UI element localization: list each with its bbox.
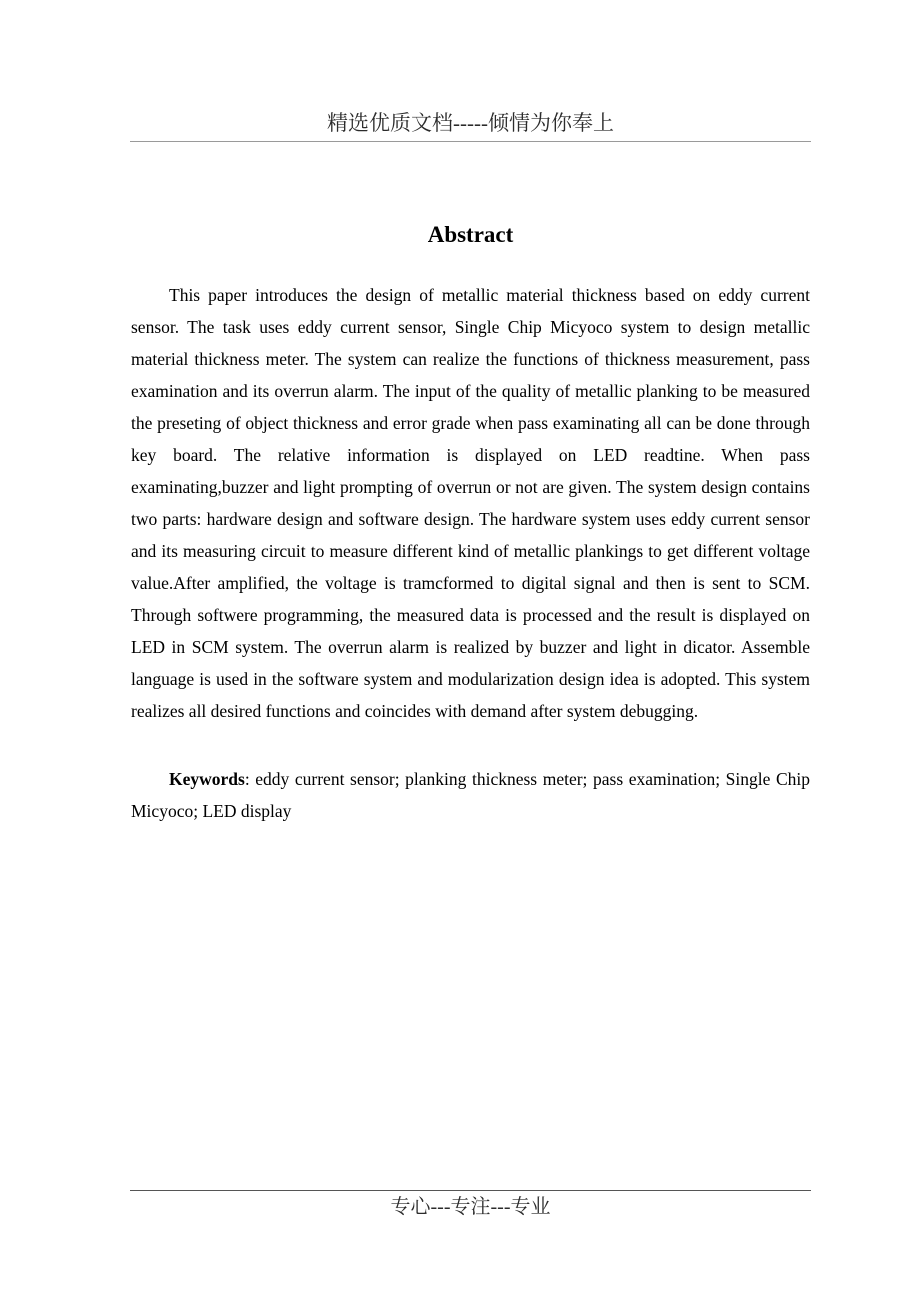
header-divider (130, 141, 811, 142)
keywords-paragraph (131, 763, 810, 827)
abstract-body: This paper introduces the design of metallic material thickness based on eddy current sensor. The task uses eddy current sensor, Single Chip Micyoco system to design metallic material thickness meter. The system can realize the functions of thickness measurement, pass examination and its overrun alarm. The input of the quality of metallic planking to be measured the preseting of object thickness and error grade when pass examinating all can be done through key board. The relative information is displayed on LED readtine. When pass examinating,buzzer and light prompting of overrun or not are given. The system design contains two parts: hardware design and software design. The hardware system uses eddy current sensor and its measuring circuit to measure different kind of metallic plankings to get different voltage value.After amplified, the voltage is tramcformed to digital signal and then is sent to SCM. Through softwere programming, the measured data is processed and the result is displayed on LED in SCM system. The overrun alarm is realized by buzzer and light in dicator. Assemble language is used in the software system and modularization design idea is adopted. This system realizes all desired functions and coincides with demand after system debugging. (131, 285, 810, 721)
page-header: 精选优质文档-----倾情为你奉上 (327, 111, 614, 135)
footer-divider (130, 1190, 811, 1191)
keywords-label: Keywords (169, 769, 245, 789)
keywords-text: : eddy current sensor; planking thickness meter; pass examination; Single Chip Micyoco; LED display (131, 769, 810, 821)
page-footer: 专心---专注---专业 (390, 1196, 551, 1218)
abstract-title: Abstract (427, 222, 514, 247)
